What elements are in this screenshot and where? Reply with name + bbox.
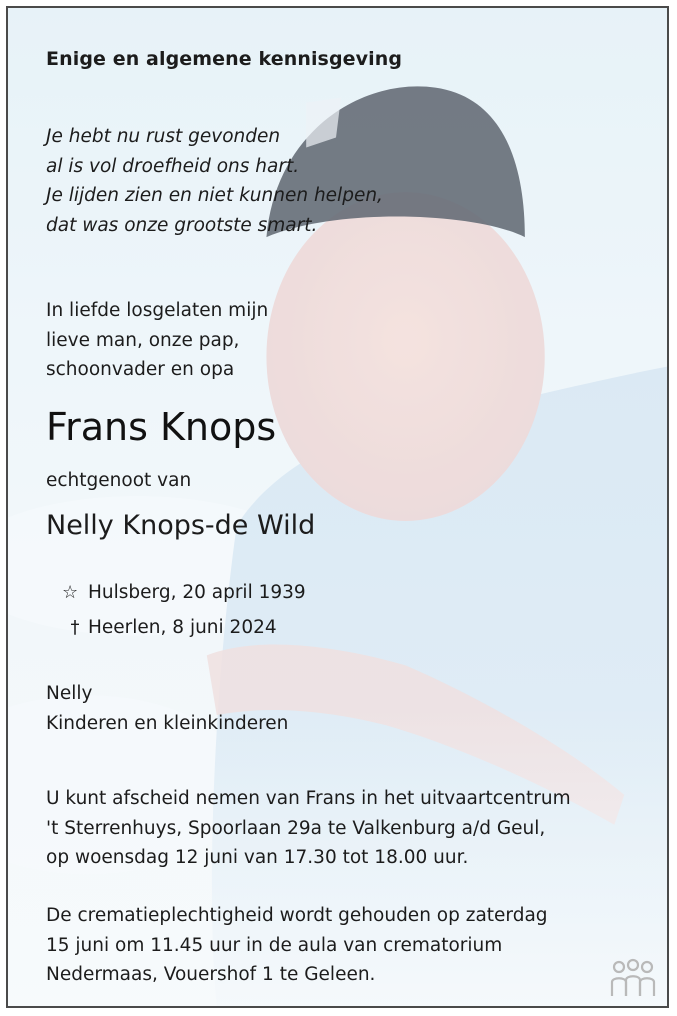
farewell-info [46,784,571,873]
notice-frame [6,6,669,1008]
spouse-name: Nelly Knops-de Wild [46,510,316,541]
intro-line: lieve man, onze pap, [46,329,240,351]
birth-text: Hulsberg, 20 april 1939 [88,582,306,603]
people-group-icon [609,958,657,998]
survivor-line: Nelly [46,683,93,704]
notice-content [8,8,667,1006]
poem-line: Je lijden zien en niet kunnen helpen, [46,185,383,206]
spouse-label: echtgenoot van [46,470,192,491]
ceremony-line: 15 juni om 11.45 uur in de aula van crematorium [46,934,503,956]
death-row [62,610,306,645]
birth-row [62,575,306,610]
survivor-line: Kinderen en kleinkinderen [46,712,289,734]
intro-line: schoonvader en opa [46,359,235,380]
star-icon: ☆ [62,582,79,603]
farewell-line: 't Sterrenhuys, Spoorlaan 29a te Valkenburg a/d Geul, [46,817,546,839]
notice-heading: Enige en algemene kennisgeving [46,48,403,70]
ceremony-info [46,901,548,990]
cross-icon: † [70,617,80,638]
life-dates [62,575,306,645]
poem-line: al is vol droefheid ons hart. [46,155,300,177]
poem-line: dat was onze grootste smart. [46,214,318,236]
ceremony-line: De crematieplechtigheid wordt gehouden op zaterdag [46,905,548,926]
farewell-line: op woensdag 12 juni van 17.30 tot 18.00 uur. [46,847,469,868]
poem-line: Je hebt nu rust gevonden [46,126,281,147]
ceremony-line: Nedermaas, Vouershof 1 te Geleen. [46,964,376,985]
poem [46,122,383,240]
deceased-name: Frans Knops [46,405,277,449]
survivors [46,679,288,738]
death-text: Heerlen, 8 juni 2024 [88,617,277,638]
intro-text [46,296,268,385]
farewell-line: U kunt afscheid nemen van Frans in het uitvaartcentrum [46,788,571,809]
intro-line: In liefde losgelaten mijn [46,300,269,321]
